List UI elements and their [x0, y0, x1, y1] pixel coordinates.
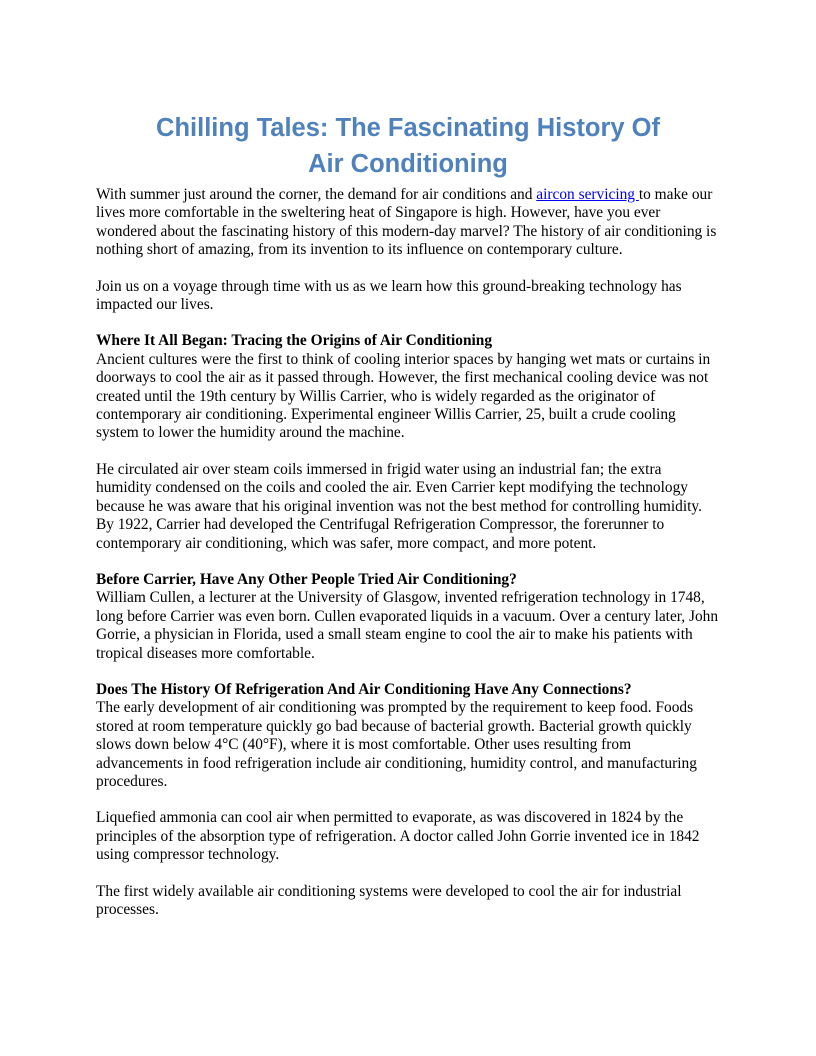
refrigeration-paragraph-3: The first widely available air conditioning systems were developed to cool the air for industrial processes.: [96, 882, 682, 918]
refrigeration-paragraph-2: Liquefied ammonia can cool air when permitted to evaporate, as was discovered in 1824 by the principles of the absorption type of refrigeration. A doctor called John Gorrie invented ice in 1842 using compressor technology.: [96, 809, 700, 864]
document-page: [96, 110, 720, 937]
origins-paragraph-1: Ancient cultures were the first to think of cooling interior spaces by hanging wet mats or curtains in doorways to cool the air as it passed through. However, the first mechanical cooling device was not created until the 19th century by Willis Carrier, who is widely regarded as the originator of contemporary air conditioning. Experimental engineer Willis Carrier, 25, built a crude cooling system to lower the humidity around the machine.: [96, 350, 711, 442]
intro-paragraph: [96, 186, 720, 260]
section-before-carrier: [96, 571, 720, 663]
section-origins: [96, 332, 720, 442]
refrigeration-paragraph-1: The early development of air conditioning was prompted by the requirement to keep food. Foods stored at room temperature quickly go bad because of bacterial growth. Bacterial growth quickly slows down below 4°C (40°F), where it is most comfortable. Other uses resulting from advancements in food refrigeration include air conditioning, humidity control, and manufacturing procedures.: [96, 699, 697, 790]
origins-paragraph-2: He circulated air over steam coils immersed in frigid water using an industrial fan; the extra humidity condensed on the coils and cooled the air. Even Carrier kept modifying the technology because he was aware that his original invention was not the best method for controlling humidity. By 1922, Carrier had developed the Centrifugal Refrigeration Compressor, the forerunner to contemporary air conditioning, which was safer, more compact, and more potent.: [96, 460, 702, 552]
intro-text-before: With summer just around the corner, the demand for air conditions and: [96, 186, 537, 203]
intro-text-after: to make our lives more comfortable in the sweltering heat of Singapore is high. However, have you ever wondered about the fascinating history of this modern-day marvel? The history of air conditioning is nothing short of amazing, from its invention to its influence on contemporary culture.: [96, 186, 717, 259]
section-heading-origins: Where It All Began: Tracing the Origins of Air Conditioning: [96, 332, 493, 350]
before-carrier-paragraph: William Cullen, a lecturer at the University of Glasgow, invented refrigeration technology in 1748, long before Carrier was even born. Cullen evaporated liquids in a vacuum. Over a century later, John Gorrie, a physician in Florida, used a small steam engine to cool the air to make his patients with tropical diseases more comfortable.: [96, 589, 719, 662]
voyage-paragraph: Join us on a voyage through time with us as we learn how this ground-breaking technology has impacted our lives.: [96, 277, 682, 314]
section-heading-refrigeration: Does The History Of Refrigeration And Air Conditioning Have Any Connections?: [96, 680, 632, 698]
page-title: Chilling Tales: The Fascinating History Of Air Conditioning: [156, 114, 660, 178]
section-refrigeration: [96, 681, 720, 791]
aircon-servicing-link[interactable]: aircon servicing: [536, 186, 639, 203]
section-heading-before-carrier: Before Carrier, Have Any Other People Tried Air Conditioning?: [96, 570, 517, 588]
